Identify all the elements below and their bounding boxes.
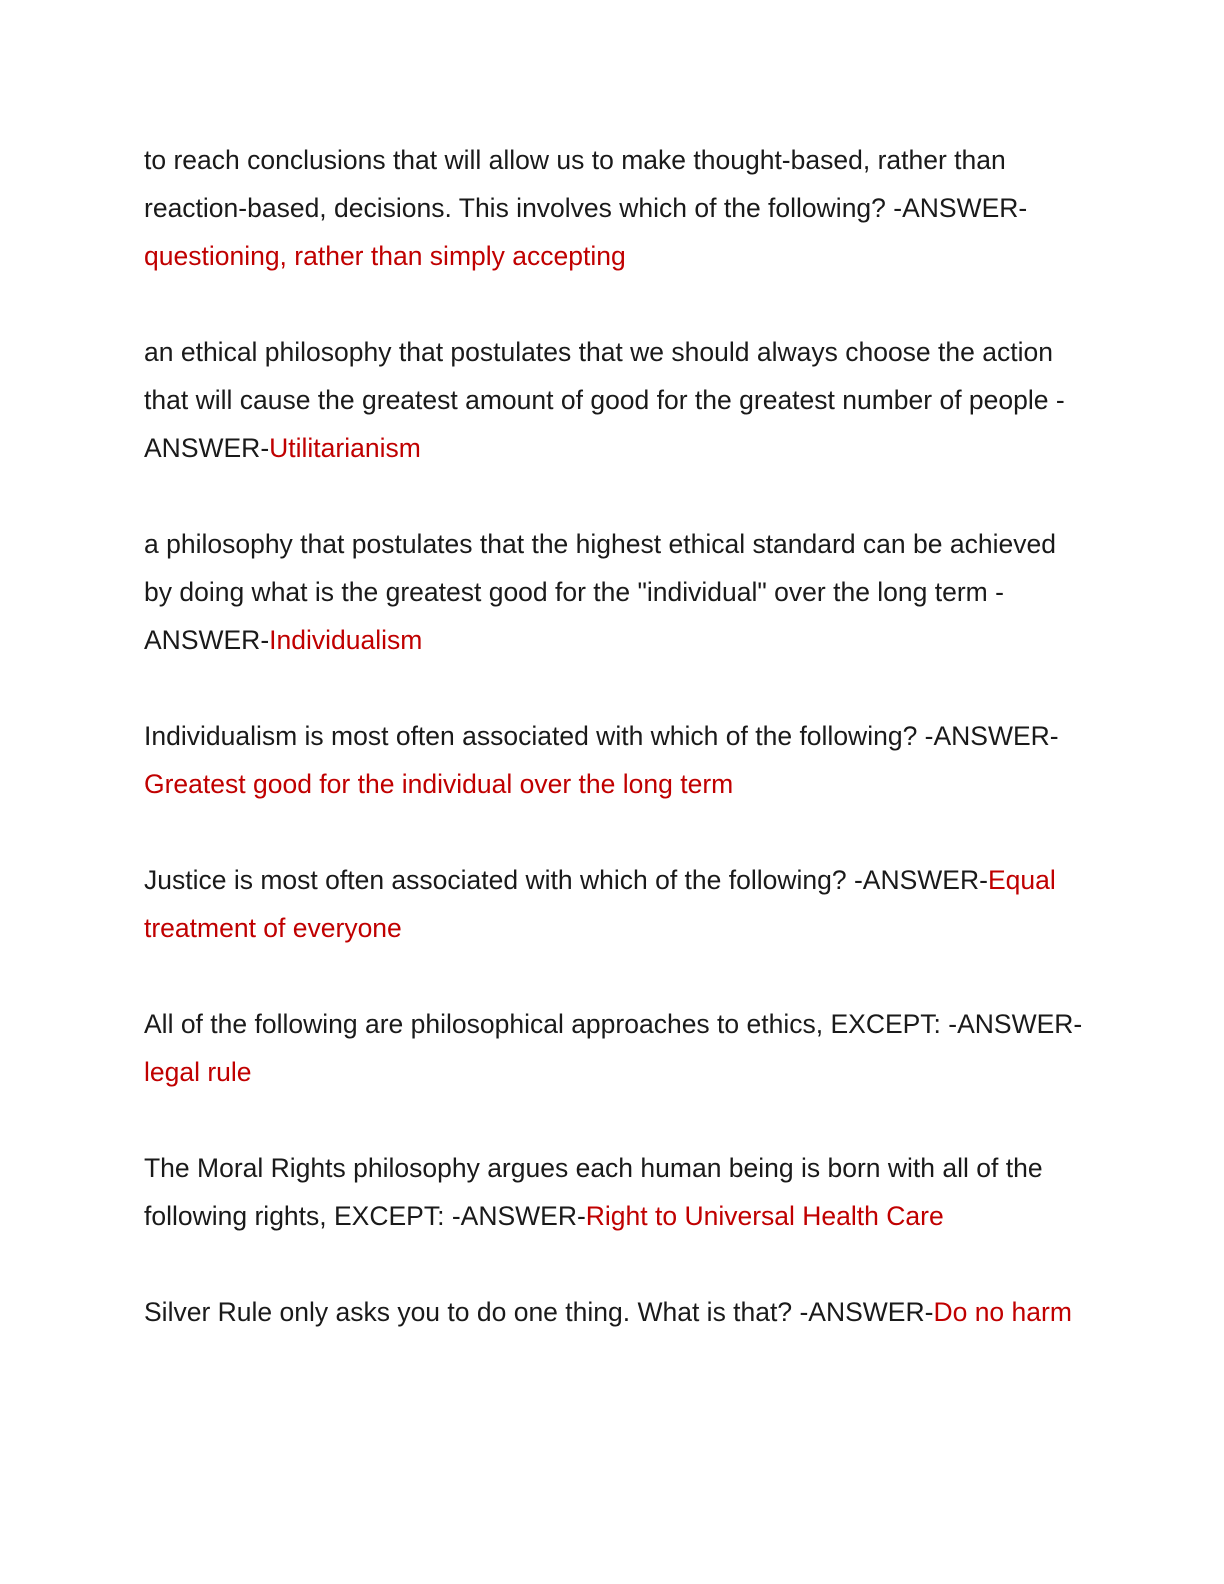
answer-text: Individualism	[269, 625, 423, 655]
qa-item-5	[144, 856, 1084, 952]
qa-item-8	[144, 1288, 1084, 1336]
question-text: All of the following are philosophical approaches to ethics, EXCEPT: -ANSWER-	[144, 1009, 1083, 1039]
qa-item-1	[144, 136, 1084, 280]
answer-text: questioning, rather than simply accepting	[144, 241, 626, 271]
question-text: Justice is most often associated with which of the following? -ANSWER-	[144, 865, 988, 895]
answer-text: Equal treatment of everyone	[144, 865, 1056, 943]
qa-item-4	[144, 712, 1084, 808]
qa-item-2	[144, 328, 1084, 472]
answer-text: Right to Universal Health Care	[585, 1201, 944, 1231]
question-text: The Moral Rights philosophy argues each human being is born with all of the following rights, EXCEPT: -ANSWER-	[144, 1153, 1043, 1231]
answer-text: legal rule	[144, 1057, 252, 1087]
document-page	[144, 136, 1084, 1384]
answer-text: Do no harm	[933, 1297, 1072, 1327]
question-text: an ethical philosophy that postulates that we should always choose the action that will cause the greatest amount of good for the greatest number of people -ANSWER-	[144, 337, 1065, 463]
qa-item-7	[144, 1144, 1084, 1240]
question-text: to reach conclusions that will allow us to make thought-based, rather than reaction-based, decisions. This involves which of the following? -ANSWER-	[144, 145, 1028, 223]
qa-item-3	[144, 520, 1084, 664]
answer-text: Greatest good for the individual over the long term	[144, 769, 734, 799]
qa-item-6	[144, 1000, 1084, 1096]
question-text: Individualism is most often associated with which of the following? -ANSWER-	[144, 721, 1059, 751]
answer-text: Utilitarianism	[269, 433, 421, 463]
question-text: a philosophy that postulates that the highest ethical standard can be achieved by doing what is the greatest good for the "individual" over the long term -ANSWER-	[144, 529, 1056, 655]
question-text: Silver Rule only asks you to do one thing. What is that? -ANSWER-	[144, 1297, 934, 1327]
